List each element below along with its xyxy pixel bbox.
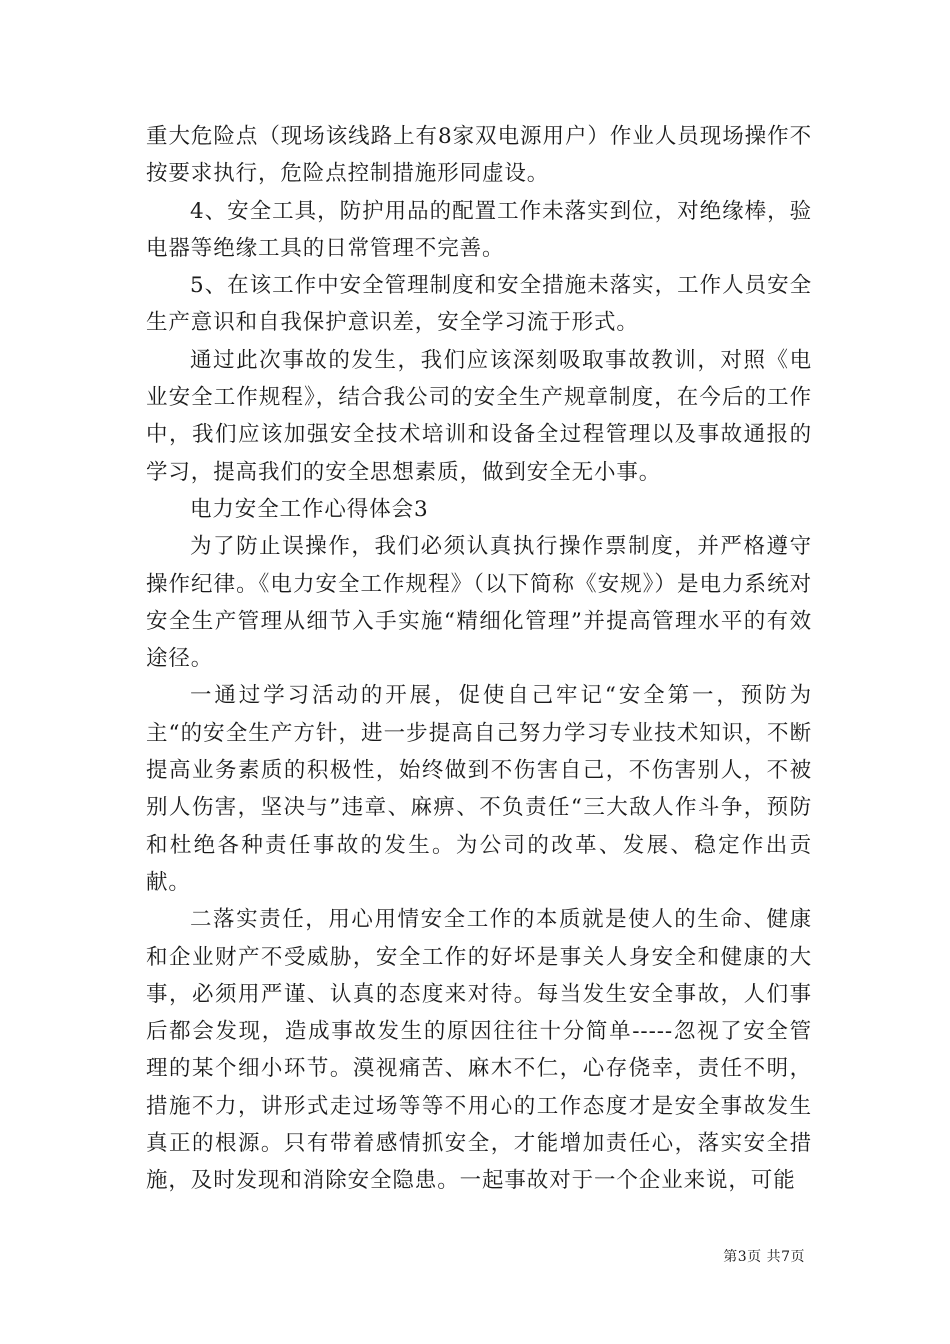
page-number: 第3页 共7页 [723, 1249, 805, 1265]
paragraph-item-4: 4、安全工具，防护用品的配置工作未落实到位，对绝缘棒，验电器等绝缘工具的日常管理不完善。 [146, 198, 812, 261]
paragraph-item-5: 5、在该工作中安全管理制度和安全措施未落实，工作人员安全生产意识和自我保护意识差，安全学习流于形式。 [146, 273, 812, 336]
paragraph-lesson: 通过此次事故的发生，我们应该深刻吸取事故教训，对照《电业安全工作规程》，结合我公司的安全生产规章制度，在今后的工作中，我们应该加强安全技术培训和设备全过程管理以及事故通报的学习，提高我们的安全思想素质，做到安全无小事。 [146, 347, 812, 485]
paragraph-intro: 为了防止误操作，我们必须认真执行操作票制度，并严格遵守操作纪律。《电力安全工作规程》（以下简称《安规》）是电力系统对安全生产管理从细节入手实施“精细化管理”并提高管理水平的有效途径。 [146, 534, 812, 672]
section-title: 电力安全工作心得体会3 [190, 496, 429, 522]
paragraph-continuation: 重大危险点（现场该线路上有8家双电源用户）作业人员现场操作不按要求执行，危险点控制措施形同虚设。 [146, 124, 812, 187]
paragraph-point-1: 一通过学习活动的开展，促使自己牢记“安全第一，预防为主“的安全生产方针，进一步提高自己努力学习专业技术知识，不断提高业务素质的积极性，始终做到不伤害自己，不伤害别人，不被别人伤害，坚决与”违章、麻痹、不负责任“三大敌人作斗争，预防和杜绝各种责任事故的发生。为公司的改革、发展、稳定作出贡献。 [146, 683, 812, 895]
document-body [146, 118, 812, 1200]
paragraph-point-2: 二落实责任，用心用情安全工作的本质就是使人的生命、健康和企业财产不受威胁，安全工作的好坏是事关人身安全和健康的大事，必须用严谨、认真的态度来对待。每当发生安全事故，人们事后都会发现，造成事故发生的原因往往十分简单-----忽视了安全管理的某个细小环节。漠视痛苦、麻木不仁，心存侥幸，责任不明，措施不力，讲形式走过场等等不用心的工作态度才是安全事故发生真正的根源。只有带着感情抓安全，才能增加责任心，落实安全措施，及时发现和消除安全隐患。一起事故对于一个企业来说，可能 [146, 907, 812, 1194]
